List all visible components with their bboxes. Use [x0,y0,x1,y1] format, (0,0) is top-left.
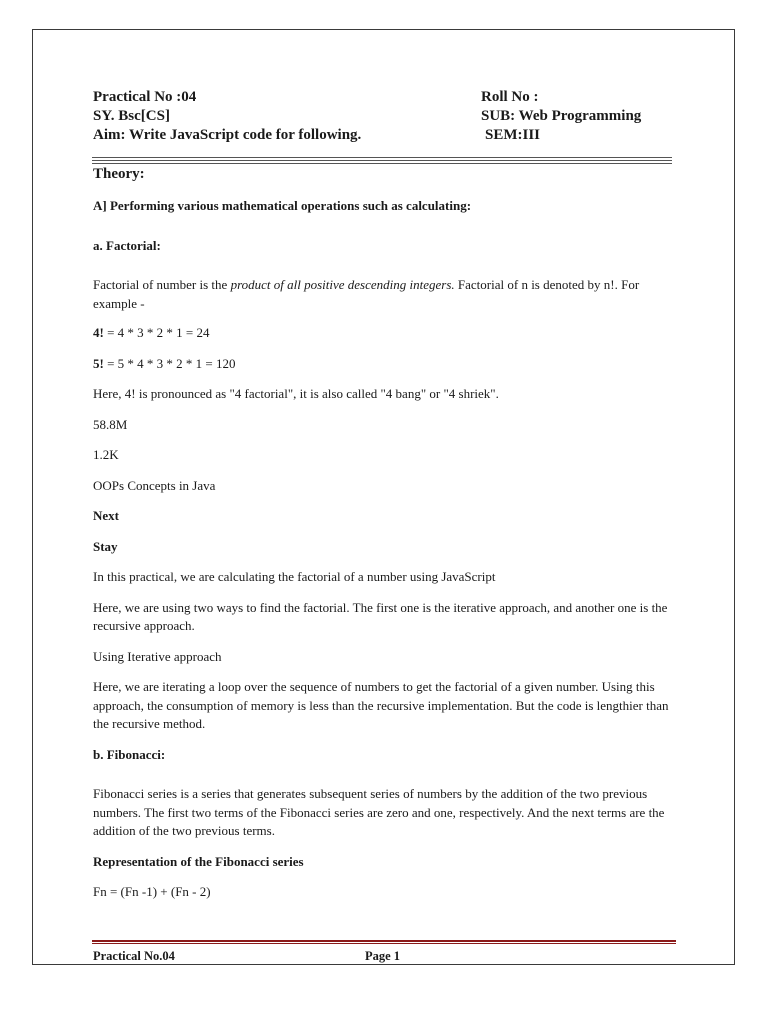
oops-link-text: OOPs Concepts in Java [93,477,216,493]
factorial-example-4-expansion: = 4 * 3 * 2 * 1 = 24 [103,325,210,340]
footer-practical: Practical No.04 [93,949,175,963]
class-label: SY. Bsc[CS] [93,108,170,124]
document-body [93,197,683,902]
factorial-intro-end: Factorial of n is denoted by n!. For example - [93,277,640,311]
factorial-example-4-term: 4! [93,325,104,340]
section-a-heading: A] Performing various mathematical operations such as calculating: [93,198,472,213]
factorial-intro-italic: product of all positive descending integers. [230,277,455,292]
stat-views: 58.8M [93,416,128,432]
header-divider [92,157,672,166]
fibonacci-heading: b. Fibonacci: [93,746,166,762]
factorial-intro-start: Factorial of number is the [93,277,231,292]
fibonacci-representation-heading: Representation of the Fibonacci series [93,853,304,869]
next-label: Next [93,508,119,523]
factorial-example-5 [93,355,683,374]
footer-page-number: Page 1 [365,949,401,963]
aim-label: Aim: Write JavaScript code for following. [93,127,362,143]
factorial-example-5-term: 5! [93,355,104,371]
iterative-paragraph: Here, we are iterating a loop over the sequence of numbers to get the factorial of a given number. Using this approach, the consumption of memory is less than the recursive implementation. But the code is lengthier than the recursive method. [93,679,669,731]
stay-label: Stay [93,538,118,554]
fibonacci-paragraph: Fibonacci series is a series that generates subsequent series of numbers by the addition of the two previous numbers. The first two terms of the Fibonacci series are zero and one, respectively. And the next terms are the addition of the two previous terms. [93,786,665,838]
footer-divider [92,940,676,944]
pronunciation-text: Here, 4! is pronounced as "4 factorial", it is also called "4 bang" or "4 shriek". [93,386,499,401]
stat-likes: 1.2K [93,447,119,462]
two-ways-paragraph: Here, we are using two ways to find the factorial. The first one is the iterative approach, and another one is the recursive approach. [93,599,668,633]
subject-label: SUB: Web Programming [481,108,642,124]
semester-label: SEM:III [485,127,541,143]
factorial-intro [93,276,676,313]
factorial-heading: a. Factorial: [93,237,161,253]
factorial-example-5-expansion: = 5 * 4 * 3 * 2 * 1 = 120 [103,355,236,371]
practical-description: In this practical, we are calculating the factorial of a number using JavaScript [93,569,496,584]
roll-number: Roll No : [481,89,539,105]
factorial-example-4 [93,324,683,343]
iterative-heading: Using Iterative approach [93,648,222,664]
practical-number: Practical No :04 [93,89,197,105]
theory-heading: Theory: [93,166,145,182]
fibonacci-formula: Fn = (Fn -1) + (Fn - 2) [93,884,211,899]
